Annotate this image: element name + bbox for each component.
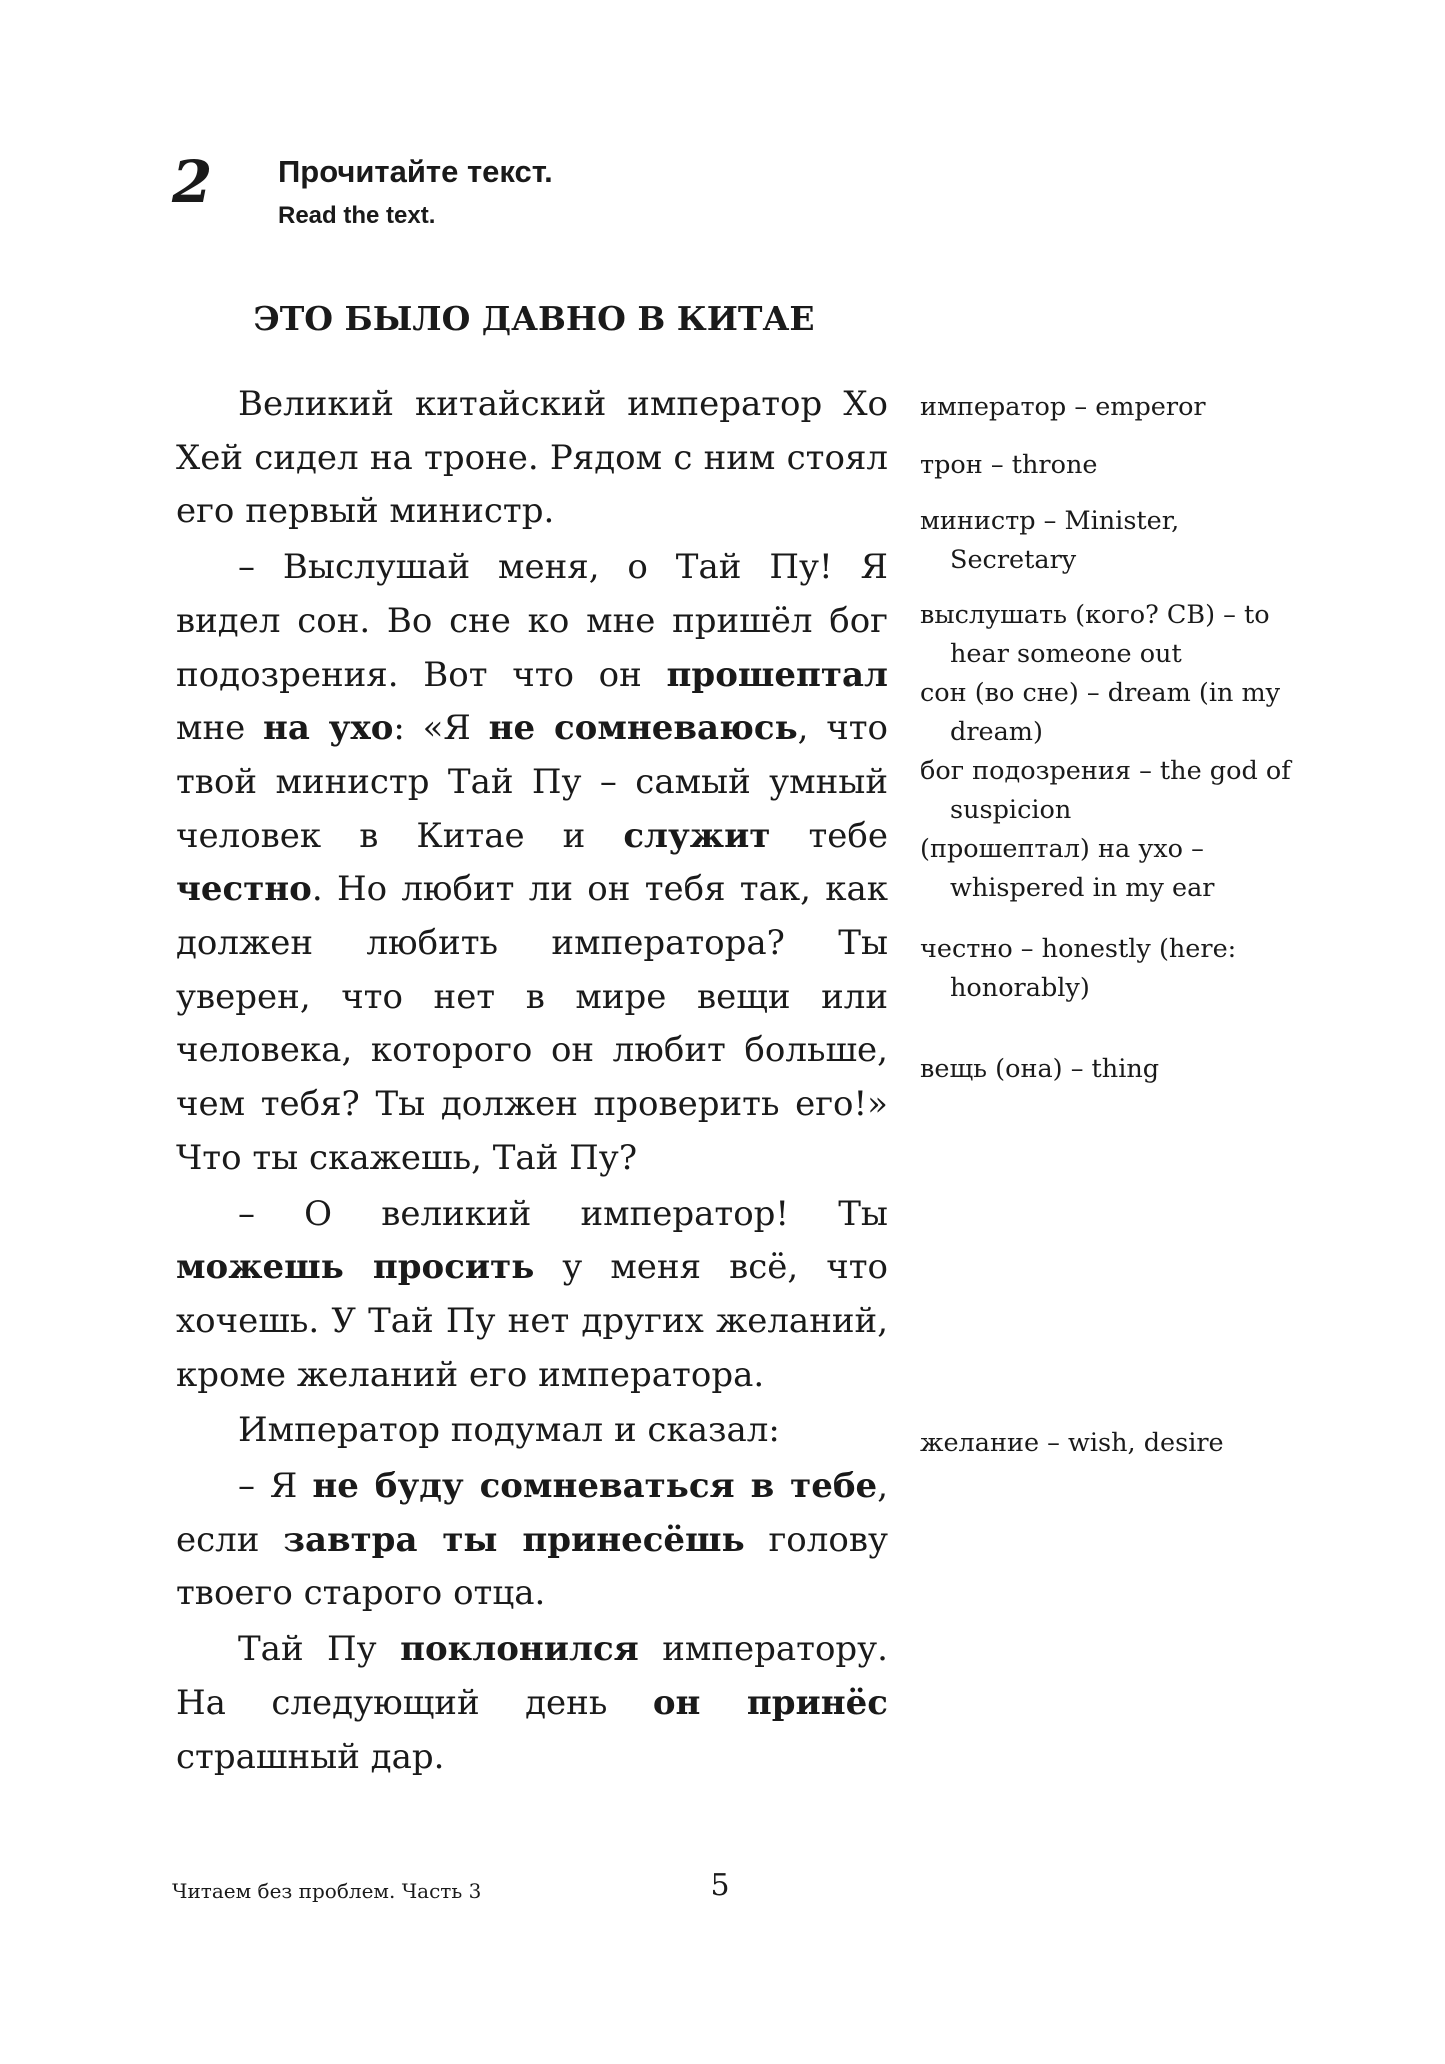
story-bold-phrase: не сомневаюсь — [488, 708, 798, 749]
story-bold-phrase: он принёс — [652, 1682, 888, 1723]
exercise-number: 2 — [172, 148, 213, 216]
story-title: ЭТО БЫЛО ДАВНО В КИТАЕ — [253, 299, 815, 338]
story-paragraph — [176, 378, 888, 539]
story-text-run: мне — [176, 708, 263, 749]
story-text-run: , если — [176, 1466, 888, 1560]
glossary-item: выслушать (кого? СВ) – to hear someone out — [920, 600, 1270, 669]
exercise-task-ru: Прочитайте текст. — [278, 154, 553, 189]
story-bold-phrase: служит — [623, 815, 771, 856]
glossary-item: вещь (она) – thing — [920, 1054, 1160, 1084]
story-bold-phrase: можешь просить — [176, 1247, 535, 1288]
story-text — [176, 378, 888, 1784]
story-text-run: Император подумал и сказал: — [238, 1410, 780, 1451]
story-bold-phrase: на ухо — [262, 708, 394, 749]
story-bold-phrase: поклонился — [400, 1629, 639, 1670]
story-bold-phrase: не буду сомневаться в тебе — [312, 1466, 878, 1507]
story-text-run: Тай Пу — [238, 1629, 401, 1670]
story-paragraph — [176, 1623, 888, 1784]
glossary-item: честно – honestly (here: honorably) — [920, 934, 1237, 1003]
story-text-run: , что твой министр Тай Пу – самый умный человек в Китае и — [176, 708, 888, 856]
story-bold-phrase: прошептал — [666, 654, 888, 695]
story-text-run: – О великий император! Ты — [238, 1193, 888, 1234]
story-paragraph — [176, 1404, 888, 1458]
page-number: 5 — [710, 1868, 730, 1903]
footer-book-title: Читаем без проблем. Часть 3 — [172, 1879, 482, 1903]
story-paragraph — [176, 1460, 888, 1621]
story-text-run: – Выслушай меня, о Тай Пу! Я видел сон. Во сне ко мне пришёл бог подозрения. Вот что он — [176, 547, 888, 695]
story-text-run: – Я — [238, 1466, 313, 1507]
story-bold-phrase: завтра ты принесёшь — [283, 1519, 745, 1560]
story-text-run: Великий китайский император Хо Хей сидел на троне. Рядом с ним стоял его первый министр. — [176, 384, 888, 532]
glossary-item: министр – Minister, Secretary — [920, 506, 1180, 575]
glossary-item: (прошептал) на ухо – whispered in my ear — [920, 834, 1215, 903]
story-text-run: страшный дар. — [176, 1736, 445, 1777]
story-text-run: императору. На следующий день — [176, 1629, 888, 1723]
glossary-item: сон (во сне) – dream (in my dream) — [920, 678, 1281, 747]
story-text-run: . Но любит ли он тебя так, как должен любить императора? Ты уверен, что нет в мире вещи или человека, которого он любит больше, чем тебя? Ты должен проверить его!» Что ты скажешь, Тай Пу? — [176, 869, 888, 1178]
exercise-task-en: Read the text. — [278, 202, 436, 229]
exercise-header — [172, 150, 1272, 250]
story-text-run: тебе — [770, 815, 888, 856]
story-paragraph — [176, 541, 888, 1185]
story-paragraph — [176, 1188, 888, 1403]
glossary-item: император – emperor — [920, 392, 1206, 422]
story-text-run: : «Я — [393, 708, 489, 749]
story-bold-phrase: честно — [176, 869, 312, 910]
glossary-item: трон – throne — [920, 450, 1098, 480]
story-text-run: у меня всё, что хочешь. У Тай Пу нет других желаний, кроме желаний его императора. — [176, 1247, 888, 1395]
glossary-item: желание – wish, desire — [920, 1428, 1224, 1458]
story-text-run: голову твоего старого отца. — [176, 1519, 888, 1614]
glossary-item: бог подозрения – the god of suspicion — [920, 756, 1291, 825]
